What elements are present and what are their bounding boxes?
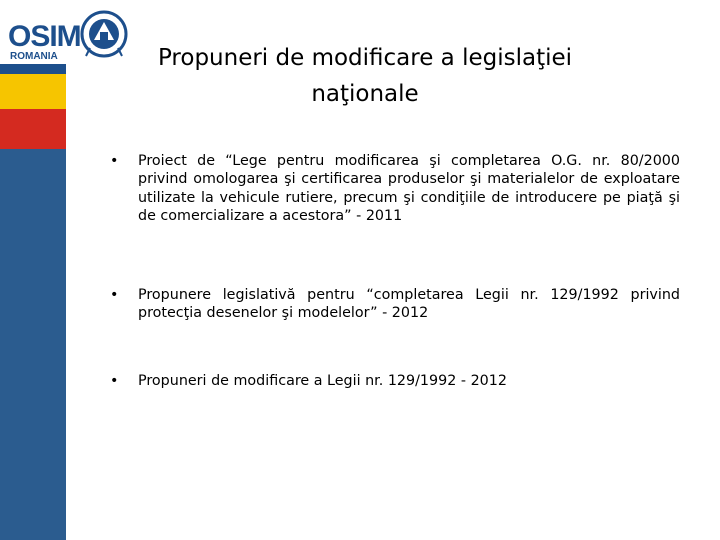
bullet-item-2 <box>110 286 680 323</box>
bullet-text-1: Proiect de “Lege pentru modificarea şi completarea O.G. nr. 80/2000 privind omologarea şi certificarea produselor şi materialelor de exploatare utilizate la vehicule rutiere, precum şi condiţiile de introducere pe piaţă şi de comercializare a acestora” - 2011 <box>138 153 680 225</box>
bullet-dot: • <box>110 373 119 390</box>
slide-title <box>145 40 585 112</box>
title-line-2: naţionale <box>311 81 419 107</box>
bullet-text-2: Propunere legislativă pentru “completarea Legii nr. 129/1992 privind protecţia desenelor şi modelelor” - 2012 <box>138 286 680 322</box>
logo-romania-text: ROMANIA <box>10 51 58 62</box>
flag-red-stripe <box>0 109 66 149</box>
bullet-dot: • <box>110 153 119 169</box>
osim-emblem-icon <box>80 8 128 64</box>
bullet-item-1 <box>110 152 680 226</box>
logo-osim-text: OSIM <box>8 20 81 53</box>
bullet-dot: • <box>110 286 119 303</box>
left-sidebar-band <box>0 149 66 540</box>
romanian-flag-stripes <box>0 64 66 149</box>
bullet-text-3: Propuneri de modificare a Legii nr. 129/1992 - 2012 <box>138 373 507 390</box>
title-line-1: Propuneri de modificare a legislaţiei <box>157 45 573 71</box>
osim-logo <box>0 0 140 70</box>
bullet-list <box>110 152 680 391</box>
bullet-item-3 <box>110 372 680 390</box>
flag-blue-stripe <box>0 64 66 74</box>
flag-yellow-stripe <box>0 74 66 109</box>
